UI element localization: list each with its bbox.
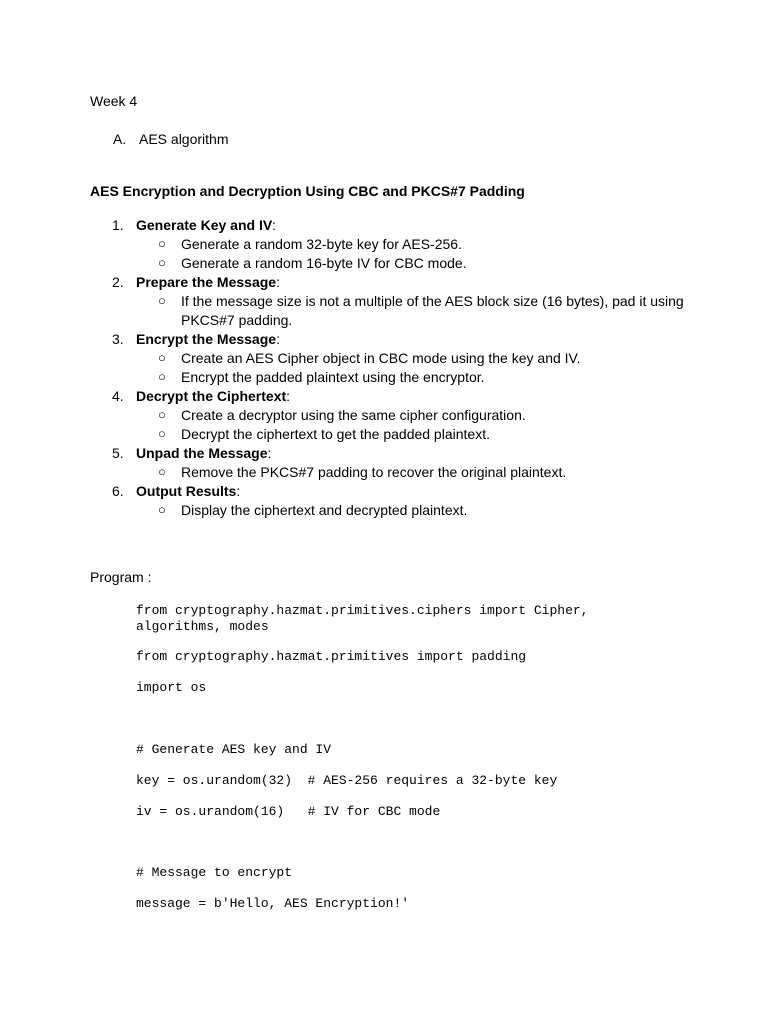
code-comment: # Generate AES key and IV [136, 742, 332, 757]
step-title-text: Unpad the Message [136, 445, 268, 461]
code-line: key = os.urandom(32) # AES-256 requires a 32-byte key [136, 773, 558, 788]
step-number: 2. [112, 274, 124, 290]
code-comment: # Message to encrypt [136, 865, 293, 880]
step-sub-item [0, 406, 768, 425]
step-title-text: Prepare the Message [136, 274, 277, 290]
step-sub-text: If the message size is not a multiple of the AES block size (16 bytes), pad it using PKCS#7 padding. [181, 293, 684, 328]
step-sub-item [0, 463, 768, 482]
step-title-text: Decrypt the Ciphertext [136, 388, 287, 404]
step-sub-item [0, 501, 768, 520]
document-heading: AES Encryption and Decryption Using CBC and PKCS#7 Padding [90, 183, 525, 199]
hollow-bullet-icon: ○ [158, 502, 166, 517]
step-item [0, 216, 768, 235]
step-title [136, 482, 240, 500]
section-marker: A. [113, 131, 127, 147]
code-line: iv = os.urandom(16) # IV for CBC mode [136, 804, 441, 819]
step-number: 5. [112, 445, 124, 461]
code-line: import os [136, 680, 207, 695]
step-sub-text: Encrypt the padded plaintext using the encryptor. [181, 369, 485, 385]
step-sub-text: Decrypt the ciphertext to get the padded plaintext. [181, 426, 490, 442]
step-number: 3. [112, 331, 124, 347]
step-title-colon: : [236, 483, 241, 499]
step-sub-text: Generate a random 16-byte IV for CBC mode. [181, 255, 467, 271]
step-sub-item [0, 235, 768, 254]
program-label: Program : [90, 569, 152, 585]
step-item [0, 387, 768, 406]
step-sub-text: Create an AES Cipher object in CBC mode using the key and IV. [181, 350, 581, 366]
step-title-colon: : [267, 445, 272, 461]
step-title [136, 273, 280, 291]
step-title [136, 387, 290, 405]
step-sub-item [0, 292, 768, 330]
step-item [0, 482, 768, 501]
step-sub-text: Remove the PKCS#7 padding to recover the original plaintext. [181, 464, 567, 480]
step-item [0, 330, 768, 349]
steps-list [0, 216, 768, 520]
step-sub-text: Display the ciphertext and decrypted plaintext. [181, 502, 468, 518]
code-line: message = b'Hello, AES Encryption!' [136, 896, 410, 911]
step-title-colon: : [276, 274, 280, 290]
step-sub-text: Create a decryptor using the same cipher configuration. [181, 407, 526, 423]
hollow-bullet-icon: ○ [158, 255, 166, 270]
section-title: AES algorithm [139, 131, 229, 147]
step-title-colon: : [276, 331, 280, 347]
hollow-bullet-icon: ○ [158, 236, 166, 251]
step-title [136, 330, 280, 348]
step-title-text: Generate Key and IV [136, 217, 273, 233]
code-line: from cryptography.hazmat.primitives import padding [136, 649, 527, 664]
step-number: 1. [112, 217, 124, 233]
step-title-text: Output Results [136, 483, 237, 499]
hollow-bullet-icon: ○ [158, 369, 166, 384]
hollow-bullet-icon: ○ [158, 426, 166, 441]
week-label: Week 4 [90, 93, 138, 109]
step-title-colon: : [286, 388, 291, 404]
hollow-bullet-icon: ○ [158, 293, 166, 308]
step-sub-item [0, 368, 768, 387]
step-sub-item [0, 425, 768, 444]
step-item [0, 273, 768, 292]
step-title-colon: : [272, 217, 277, 233]
hollow-bullet-icon: ○ [158, 464, 166, 479]
step-sub-item [0, 254, 768, 273]
step-title [136, 216, 276, 234]
step-number: 6. [112, 483, 124, 499]
step-number: 4. [112, 388, 124, 404]
code-line: algorithms, modes [136, 619, 269, 634]
step-title-text: Encrypt the Message [136, 331, 277, 347]
step-sub-text: Generate a random 32-byte key for AES-256. [181, 236, 462, 252]
step-sub-item [0, 349, 768, 368]
hollow-bullet-icon: ○ [158, 407, 166, 422]
code-line: from cryptography.hazmat.primitives.ciphers import Cipher, [136, 603, 589, 618]
step-title [136, 444, 271, 462]
step-item [0, 444, 768, 463]
hollow-bullet-icon: ○ [158, 350, 166, 365]
